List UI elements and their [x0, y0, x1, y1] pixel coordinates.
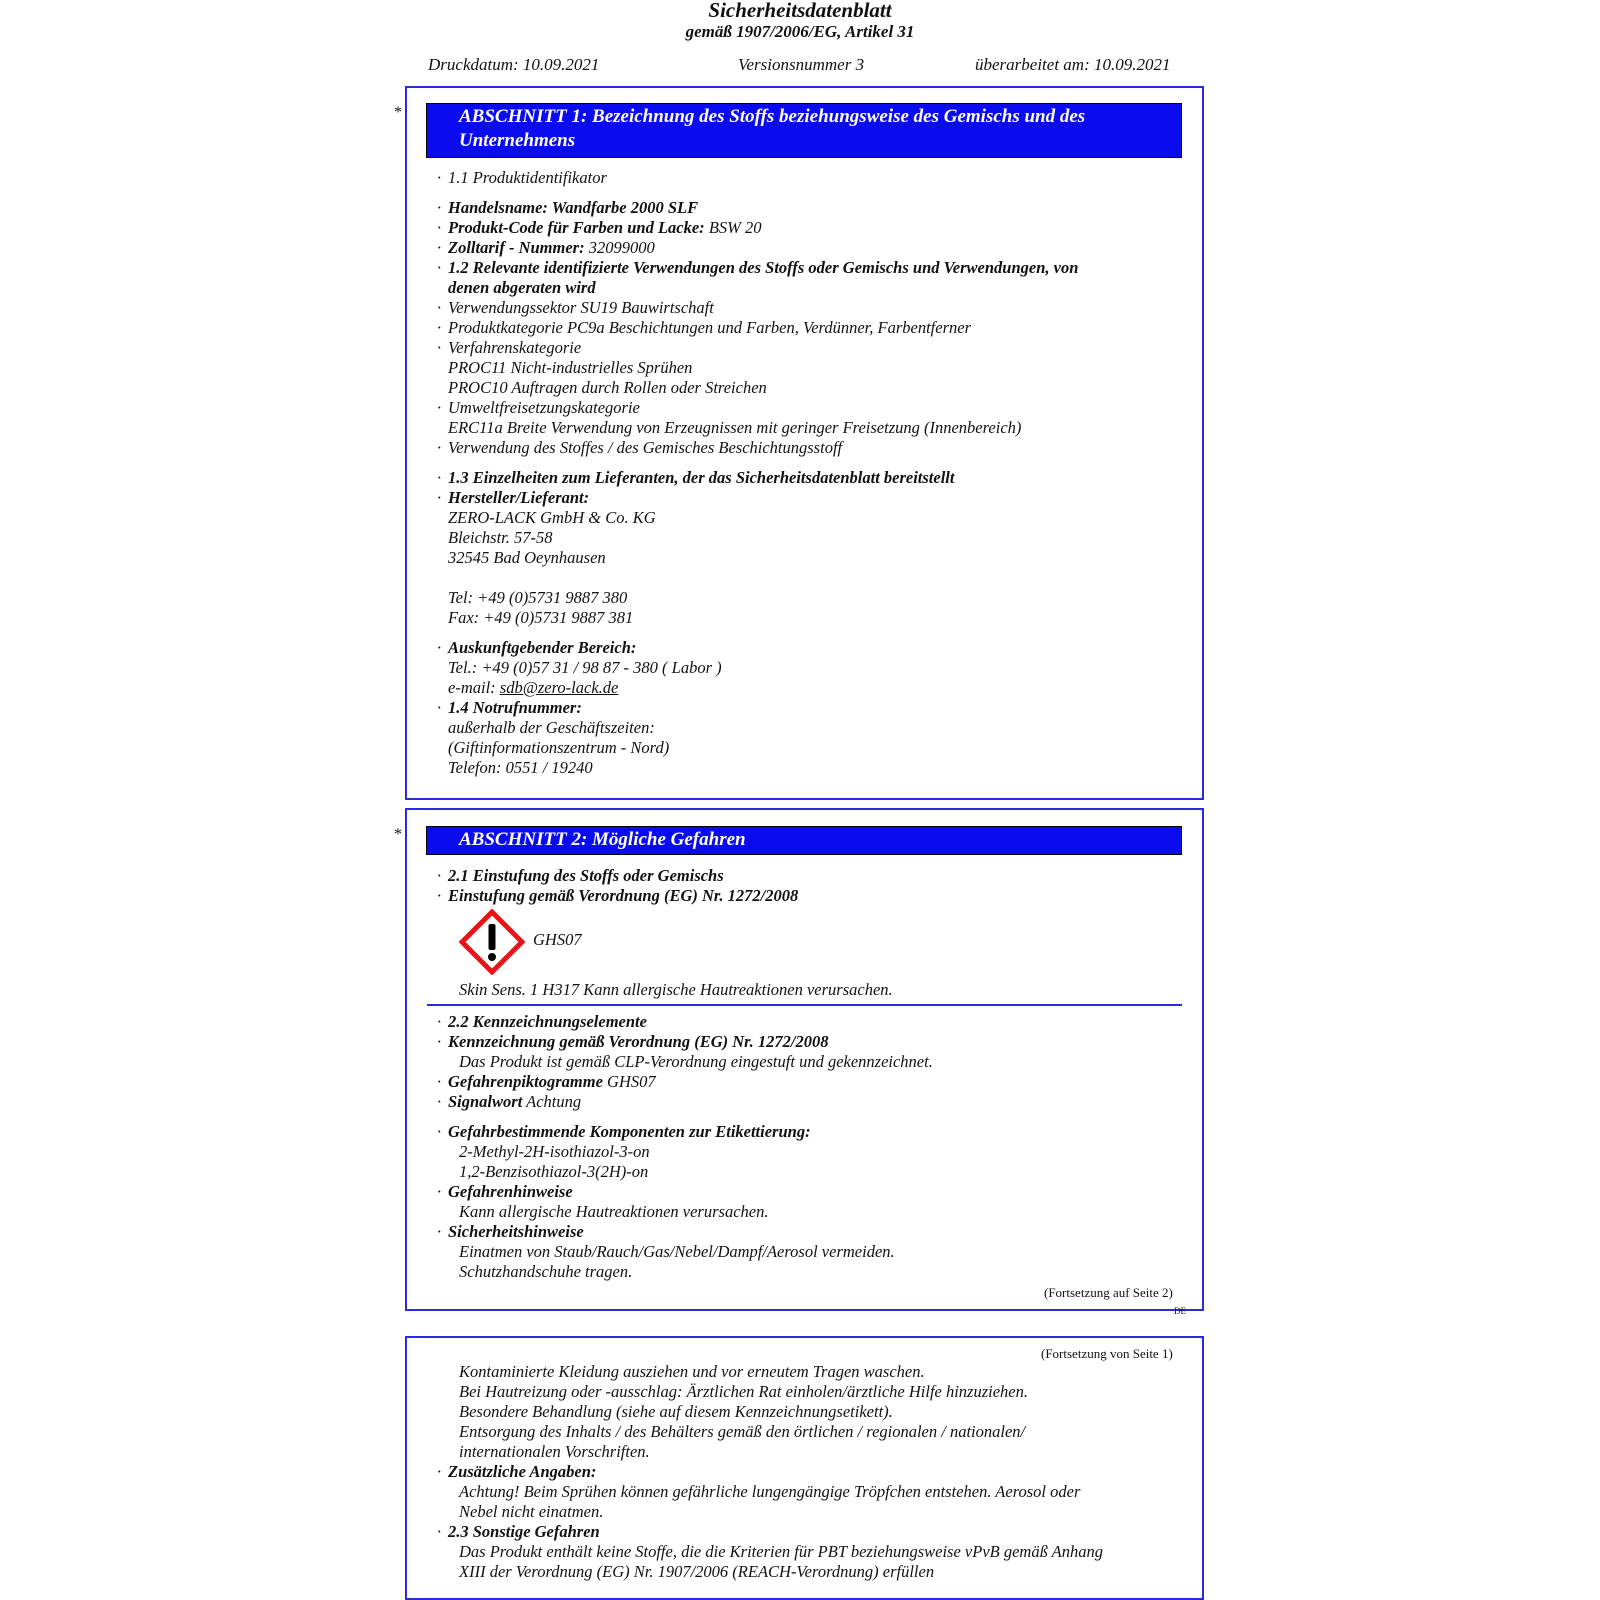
additional-info-line2: Nebel nicht einatmen. [459, 1502, 604, 1521]
safety-note-1: Einatmen von Staub/Rauch/Gas/Nebel/Dampf/Aerosol vermeiden. [459, 1242, 895, 1261]
manufacturer-label: · Hersteller/Lieferant: [437, 488, 590, 507]
instruction-2: Bei Hautreizung oder -ausschlag: Ärztlichen Rat einholen/ärztliche Hilfe hinzuziehen. [459, 1382, 1029, 1401]
hazard-component-1: 2-Methyl-2H-isothiazol-3-on [459, 1142, 650, 1161]
company-city: 32545 Bad Oeynhausen [448, 548, 606, 567]
process-category-proc11: PROC11 Nicht-industrielles Sprühen [448, 358, 693, 377]
document-title: Sicherheitsdatenblatt [708, 0, 892, 22]
hazard-components-label: · Gefahrbestimmende Komponenten zur Etikettierung: [437, 1122, 811, 1141]
company-fax: Fax: +49 (0)5731 9887 381 [448, 608, 634, 627]
emergency-line-2: (Giftinformationszentrum - Nord) [448, 738, 670, 757]
emergency-line-3: Telefon: 0551 / 19240 [448, 758, 593, 777]
company-street: Bleichstr. 57-58 [448, 528, 553, 547]
safety-notes-label: · Sicherheitshinweise [437, 1222, 584, 1241]
section-1-header [426, 103, 1182, 158]
instruction-3: Besondere Behandlung (siehe auf diesem Kennzeichnungsetikett). [459, 1402, 893, 1421]
hazard-statement: Skin Sens. 1 H317 Kann allergische Hautreaktionen verursachen. [459, 980, 893, 999]
section-2-header [426, 826, 1182, 855]
process-category-label: · Verfahrenskategorie [437, 338, 582, 357]
identified-uses-heading-cont: denen abgeraten wird [448, 278, 596, 297]
email-link[interactable]: sdb@zero-lack.de [499, 678, 619, 697]
information-department-label: · Auskunftgebender Bereich: [437, 638, 637, 657]
section-1-title-line2: Unternehmens [459, 130, 576, 151]
emergency-number-label: · 1.4 Notrufnummer: [437, 698, 582, 717]
hazard-notes-label: · Gefahrenhinweise [437, 1182, 573, 1201]
additional-info-line1: Achtung! Beim Sprühen können gefährliche lungengängige Tröpfchen entstehen. Aerosol oder [459, 1482, 1081, 1501]
trade-name: · Handelsname: Wandfarbe 2000 SLF [437, 198, 699, 217]
additional-info-label: · Zusätzliche Angaben: [437, 1462, 597, 1481]
exclamation-mark-hazard-icon [459, 909, 525, 975]
information-email: e-mail: sdb@zero-lack.de [448, 678, 619, 697]
supplier-details-heading: · 1.3 Einzelheiten zum Lieferanten, der das Sicherheitsdatenblatt bereitstellt [437, 468, 955, 487]
clp-text: Das Produkt ist gemäß CLP-Verordnung eingestuft und gekennzeichnet. [459, 1052, 933, 1071]
product-identifier-heading: · 1.1 Produktidentifikator [437, 168, 607, 187]
other-hazards-line1: Das Produkt enthält keine Stoffe, die die Kriterien für PBT beziehungsweise vPvB gemäß Anhang [459, 1542, 1103, 1561]
classification-regulation: · Einstufung gemäß Verordnung (EG) Nr. 1272/2008 [437, 886, 799, 905]
instruction-4-line2: internationalen Vorschriften. [459, 1442, 650, 1461]
pictograms: · Gefahrenpiktogramme GHS07 [437, 1072, 656, 1091]
hazard-component-2: 1,2-Benzisothiazol-3(2H)-on [459, 1162, 649, 1181]
instruction-1: Kontaminierte Kleidung ausziehen und vor erneutem Tragen waschen. [459, 1362, 925, 1381]
revised-date: überarbeitet am: 10.09.2021 [975, 55, 1171, 74]
identified-uses-heading: · 1.2 Relevante identifizierte Verwendungen des Stoffs oder Gemischs und Verwendungen, von [437, 258, 1079, 277]
continued-on-page-2: (Fortsetzung auf Seite 2) [1044, 1285, 1173, 1300]
product-code: · Produkt-Code für Farben und Lacke: BSW 20 [437, 218, 762, 237]
label-elements-heading: · 2.2 Kennzeichnungselemente [437, 1012, 647, 1031]
continued-from-page-1: (Fortsetzung von Seite 1) [1041, 1346, 1173, 1361]
safety-note-2: Schutzhandschuhe tragen. [459, 1262, 633, 1281]
process-category-proc10: PROC10 Auftragen durch Rollen oder Streichen [448, 378, 767, 397]
version-number: Versionsnummer 3 [738, 55, 865, 74]
revision-mark: * [394, 826, 402, 843]
label-regulation: · Kennzeichnung gemäß Verordnung (EG) Nr. 1272/2008 [437, 1032, 829, 1051]
classification-heading: · 2.1 Einstufung des Stoffs oder Gemischs [437, 866, 724, 885]
environmental-release-label: · Umweltfreisetzungskategorie [437, 398, 640, 417]
information-phone: Tel.: +49 (0)57 31 / 98 87 - 380 ( Labor ) [448, 658, 722, 677]
signal-word: · Signalwort Achtung [437, 1092, 582, 1111]
company-phone: Tel: +49 (0)5731 9887 380 [448, 588, 628, 607]
other-hazards-heading: · 2.3 Sonstige Gefahren [437, 1522, 600, 1541]
document-subtitle: gemäß 1907/2006/EG, Artikel 31 [685, 22, 915, 41]
ghs-code-label: GHS07 [533, 930, 582, 949]
emergency-line-1: außerhalb der Geschäftszeiten: [448, 718, 655, 737]
section-1-title-line1: ABSCHNITT 1: Bezeichnung des Stoffs beziehungsweise des Gemischs und des [459, 106, 1086, 127]
company-name: ZERO-LACK GmbH & Co. KG [448, 508, 656, 527]
instruction-4-line1: Entsorgung des Inhalts / des Behälters gemäß den örtlichen / regionalen / nationalen/ [459, 1422, 1026, 1441]
section-2-title: ABSCHNITT 2: Mögliche Gefahren [459, 829, 746, 850]
divider [427, 1004, 1182, 1006]
hazard-notes-value: Kann allergische Hautreaktionen verursachen. [459, 1202, 769, 1221]
product-category: · Produktkategorie PC9a Beschichtungen und Farben, Verdünner, Farbentferner [437, 318, 972, 337]
environmental-release-erc11a: ERC11a Breite Verwendung von Erzeugnissen mit geringer Freisetzung (Innenbereich) [448, 418, 1022, 437]
sector-of-use: · Verwendungssektor SU19 Bauwirtschaft [437, 298, 714, 317]
other-hazards-line2: XIII der Verordnung (EG) Nr. 1907/2006 (REACH-Verordnung) erfüllen [459, 1562, 935, 1581]
revision-mark: * [394, 104, 402, 121]
customs-tariff: · Zolltarif - Nummer: 32099000 [437, 238, 655, 257]
use-of-substance: · Verwendung des Stoffes / des Gemisches Beschichtungsstoff [437, 438, 843, 457]
language-code: DE [1174, 1306, 1186, 1316]
print-date: Druckdatum: 10.09.2021 [428, 55, 600, 74]
